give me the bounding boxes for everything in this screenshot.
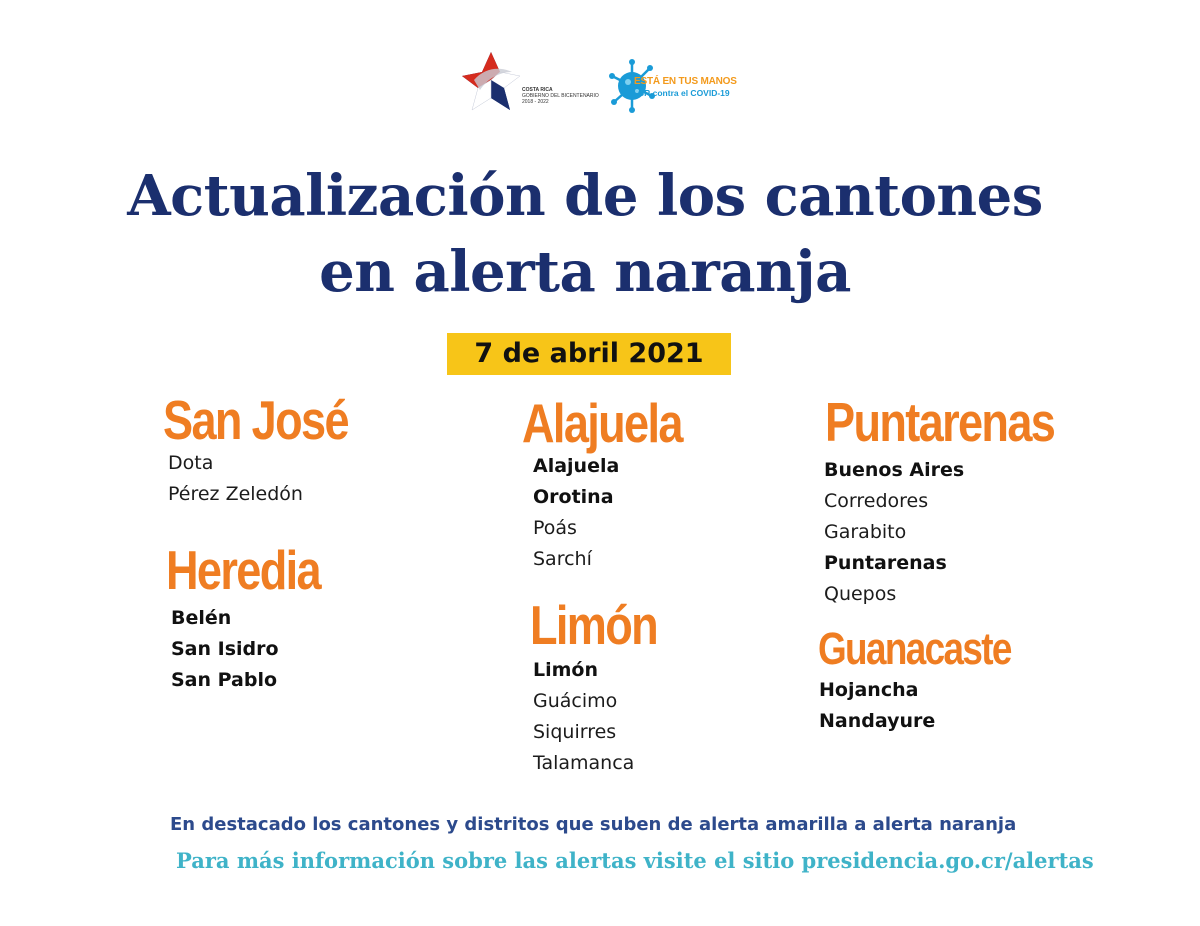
date-text: 7 de abril 2021 [474, 338, 704, 369]
canton-item: Garabito [824, 521, 907, 543]
canton-item: Siquirres [533, 721, 617, 743]
campaign-subtitle: CR contra el COVID-19 [638, 88, 730, 98]
campaign-logo [608, 58, 748, 114]
date-badge [447, 333, 731, 375]
canton-item-highlighted: Orotina [533, 486, 614, 508]
canton-item-highlighted: Alajuela [533, 455, 620, 477]
province-heading-limon: Limón [530, 594, 658, 656]
canton-item-highlighted: Hojancha [819, 679, 919, 701]
logo-line-period: 2018 - 2022 [522, 99, 549, 105]
star-emblem-icon [460, 50, 522, 114]
canton-item: Poás [533, 517, 577, 539]
canton-item-highlighted: Nandayure [819, 710, 936, 732]
canton-item: Sarchí [533, 548, 592, 570]
canton-item-highlighted: Belén [171, 607, 232, 629]
canton-item-highlighted: Buenos Aires [824, 459, 965, 481]
page-title [0, 158, 1170, 310]
canton-item: Guácimo [533, 690, 618, 712]
info-link-text: Para más información sobre las alertas visite el sitio presidencia.go.cr/alertas [176, 848, 1094, 873]
campaign-slogan: ESTÁ EN TUS MANOS [634, 76, 737, 87]
title-line-1: Actualización de los cantones [127, 163, 1043, 229]
province-heading-heredia: Heredia [166, 539, 320, 601]
province-heading-alajuela: Alajuela [522, 392, 682, 454]
canton-list-heredia [171, 603, 279, 696]
government-logo [460, 50, 599, 114]
canton-list-limon [533, 655, 634, 779]
canton-item-highlighted: Puntarenas [824, 552, 947, 574]
canton-list-san-jose [168, 448, 303, 510]
province-heading-puntarenas: Puntarenas [825, 391, 1055, 453]
province-heading-san-jose: San José [163, 389, 348, 451]
canton-item: Quepos [824, 583, 897, 605]
province-heading-guanacaste: Guanacaste [818, 623, 1011, 674]
canton-list-alajuela [533, 451, 619, 575]
canton-item: Corredores [824, 490, 929, 512]
logo-line-government: GOBIERNO DEL BICENTENARIO [522, 93, 599, 99]
canton-list-guanacaste [819, 675, 935, 737]
canton-item-highlighted: San Isidro [171, 638, 279, 660]
highlight-note: En destacado los cantones y distritos que suben de alerta amarilla a alerta naranja [170, 814, 1017, 835]
canton-item-highlighted: San Pablo [171, 669, 278, 691]
canton-list-puntarenas [824, 455, 964, 610]
canton-item-highlighted: Limón [533, 659, 598, 681]
logo-line-country: COSTA RICA [522, 87, 553, 93]
canton-item: Dota [168, 452, 214, 474]
title-line-2: en alerta naranja [319, 239, 851, 305]
canton-item: Talamanca [533, 752, 635, 774]
canton-item: Pérez Zeledón [168, 483, 303, 505]
